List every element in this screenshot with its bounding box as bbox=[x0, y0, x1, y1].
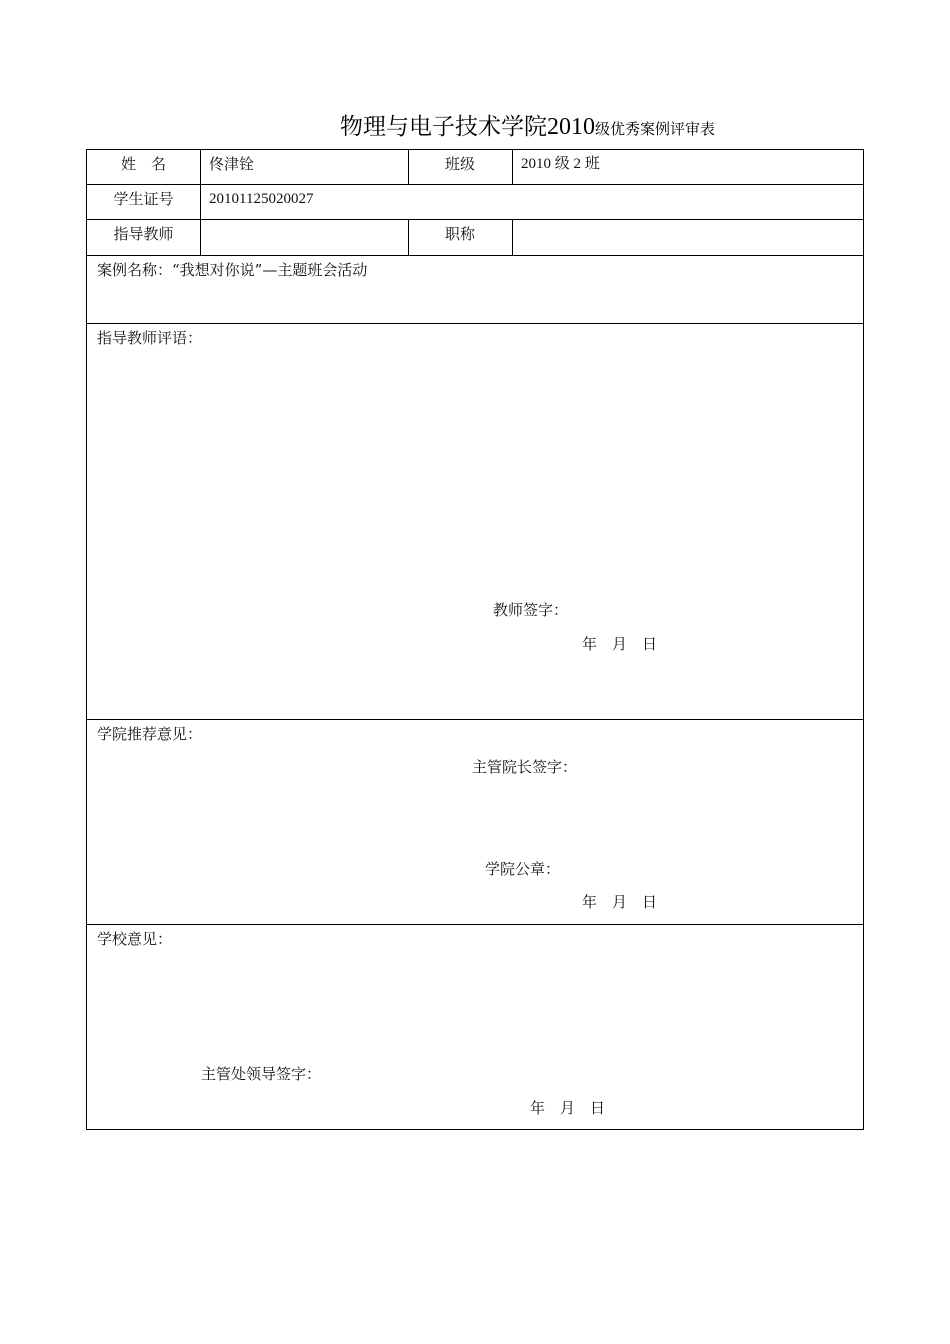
advisor-comment-date: 年 月 日 bbox=[582, 635, 658, 653]
school-opinion-label: 学校意见： bbox=[97, 930, 173, 948]
teacher-signature: 教师签字： bbox=[493, 601, 569, 619]
rank-label: 职称 bbox=[444, 225, 475, 243]
student-id-value[interactable]: 20101125020027 bbox=[209, 191, 314, 207]
row-divider bbox=[87, 719, 863, 720]
class-value[interactable]: 2010 级 2 班 bbox=[521, 156, 600, 172]
title-suffix: 级优秀案例评审表 bbox=[595, 120, 716, 138]
column-divider bbox=[512, 150, 513, 184]
student-id-label: 学生证号 bbox=[113, 190, 174, 208]
title-year: 2010 bbox=[547, 114, 595, 140]
class-label: 班级 bbox=[444, 155, 475, 173]
dean-signature: 主管院长签字： bbox=[472, 758, 578, 776]
row-divider bbox=[87, 255, 863, 256]
name-label: 姓 名 bbox=[120, 155, 166, 173]
advisor-label: 指导教师 bbox=[113, 225, 174, 243]
college-seal: 学院公章： bbox=[485, 860, 561, 878]
column-divider bbox=[512, 219, 513, 255]
leader-signature: 主管处领导签字： bbox=[201, 1065, 322, 1083]
page-title bbox=[340, 108, 715, 141]
college-recommendation-label: 学院推荐意见： bbox=[97, 725, 203, 743]
title-main: 物理与电子技术学院 bbox=[340, 114, 547, 140]
advisor-comment-label: 指导教师评语： bbox=[97, 329, 203, 347]
row-divider bbox=[87, 924, 863, 925]
row-divider bbox=[87, 184, 863, 185]
review-form bbox=[86, 149, 864, 1130]
case-name-label: 案例名称： bbox=[97, 261, 173, 279]
case-name-value: “我想对你说”—主题班会活动 bbox=[172, 261, 368, 279]
college-date: 年 月 日 bbox=[582, 893, 658, 911]
case-name[interactable] bbox=[97, 261, 367, 279]
name-value[interactable]: 佟津铨 bbox=[209, 155, 255, 173]
row-divider bbox=[87, 219, 863, 220]
row-divider bbox=[87, 323, 863, 324]
school-date: 年 月 日 bbox=[530, 1099, 606, 1117]
column-divider bbox=[200, 150, 201, 255]
